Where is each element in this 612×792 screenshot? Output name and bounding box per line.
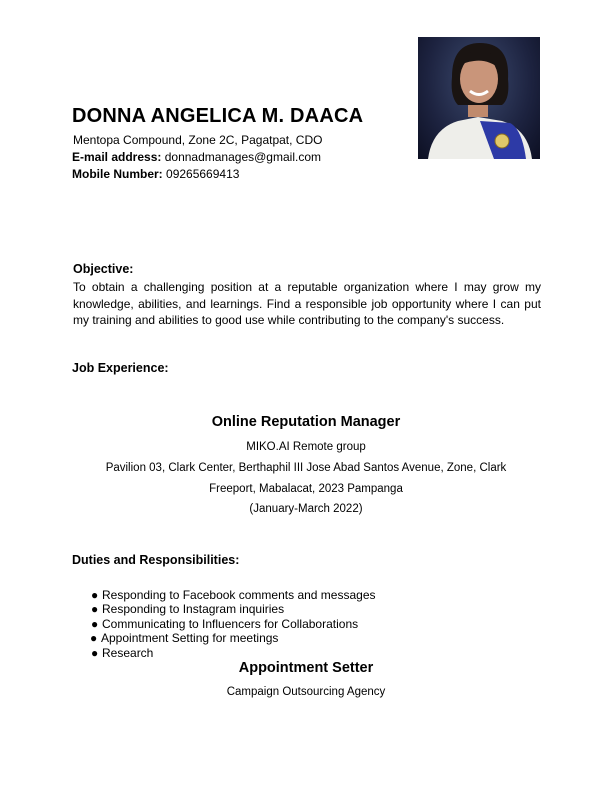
address: Mentopa Compound, Zone 2C, Pagatpat, CDO [73,133,323,147]
email-value: donnadmanages@gmail.com [164,150,321,164]
list-item [91,646,376,660]
job-title: Appointment Setter [238,660,374,676]
duty-text: Communicating to Influencers for Collaborations [102,616,359,631]
objective-text [73,279,541,329]
profile-photo-illustration [418,37,540,159]
mobile-row [72,167,239,181]
job-address-line-1: Pavilion 03, Clark Center, Berthaphil III Jose Abad Santos Avenue, Zone, Clark [105,462,507,474]
mobile-value: 09265669413 [166,167,240,181]
bullet-icon: ● [91,602,99,617]
bullet-icon: ● [91,645,99,660]
duty-text: Appointment Setting for meetings [101,631,279,646]
objective-line: To obtain a challenging position at a reputable organization where I may grow my [73,280,541,294]
list-item [91,588,376,602]
duties-heading: Duties and Responsibilities: [72,553,240,567]
job-address-line-2: Freeport, Mabalacat, 2023 Pampanga [209,483,403,495]
job-company: MIKO.AI Remote group [246,441,366,453]
duties-list [91,588,376,660]
bullet-icon: ● [91,588,99,602]
email-label: E-mail address: [72,150,162,164]
mobile-label: Mobile Number: [72,167,163,181]
candidate-name: DONNA ANGELICA M. DAACA [72,105,364,127]
objective-heading: Objective: [73,262,134,276]
duty-text: Research [102,645,154,660]
list-item [91,617,376,631]
profile-photo [418,37,540,159]
duty-text: Responding to Instagram inquiries [102,602,285,617]
bullet-icon: ● [91,616,99,631]
duty-text: Responding to Facebook comments and messages [102,588,376,602]
objective-line: knowledge, abilities, and learnings. Find a responsible job opportunity where I can put [73,296,541,311]
list-item [91,602,376,616]
job-company: Campaign Outsourcing Agency [226,686,386,698]
email-row [72,150,321,164]
job-experience-heading: Job Experience: [72,361,169,375]
bullet-icon: ● [90,631,98,646]
list-item [90,631,376,645]
job-dates: (January-March 2022) [249,503,363,515]
objective-line: my training and abilities to good use while contributing to the company's success. [73,313,505,327]
job-title: Online Reputation Manager [211,414,401,430]
